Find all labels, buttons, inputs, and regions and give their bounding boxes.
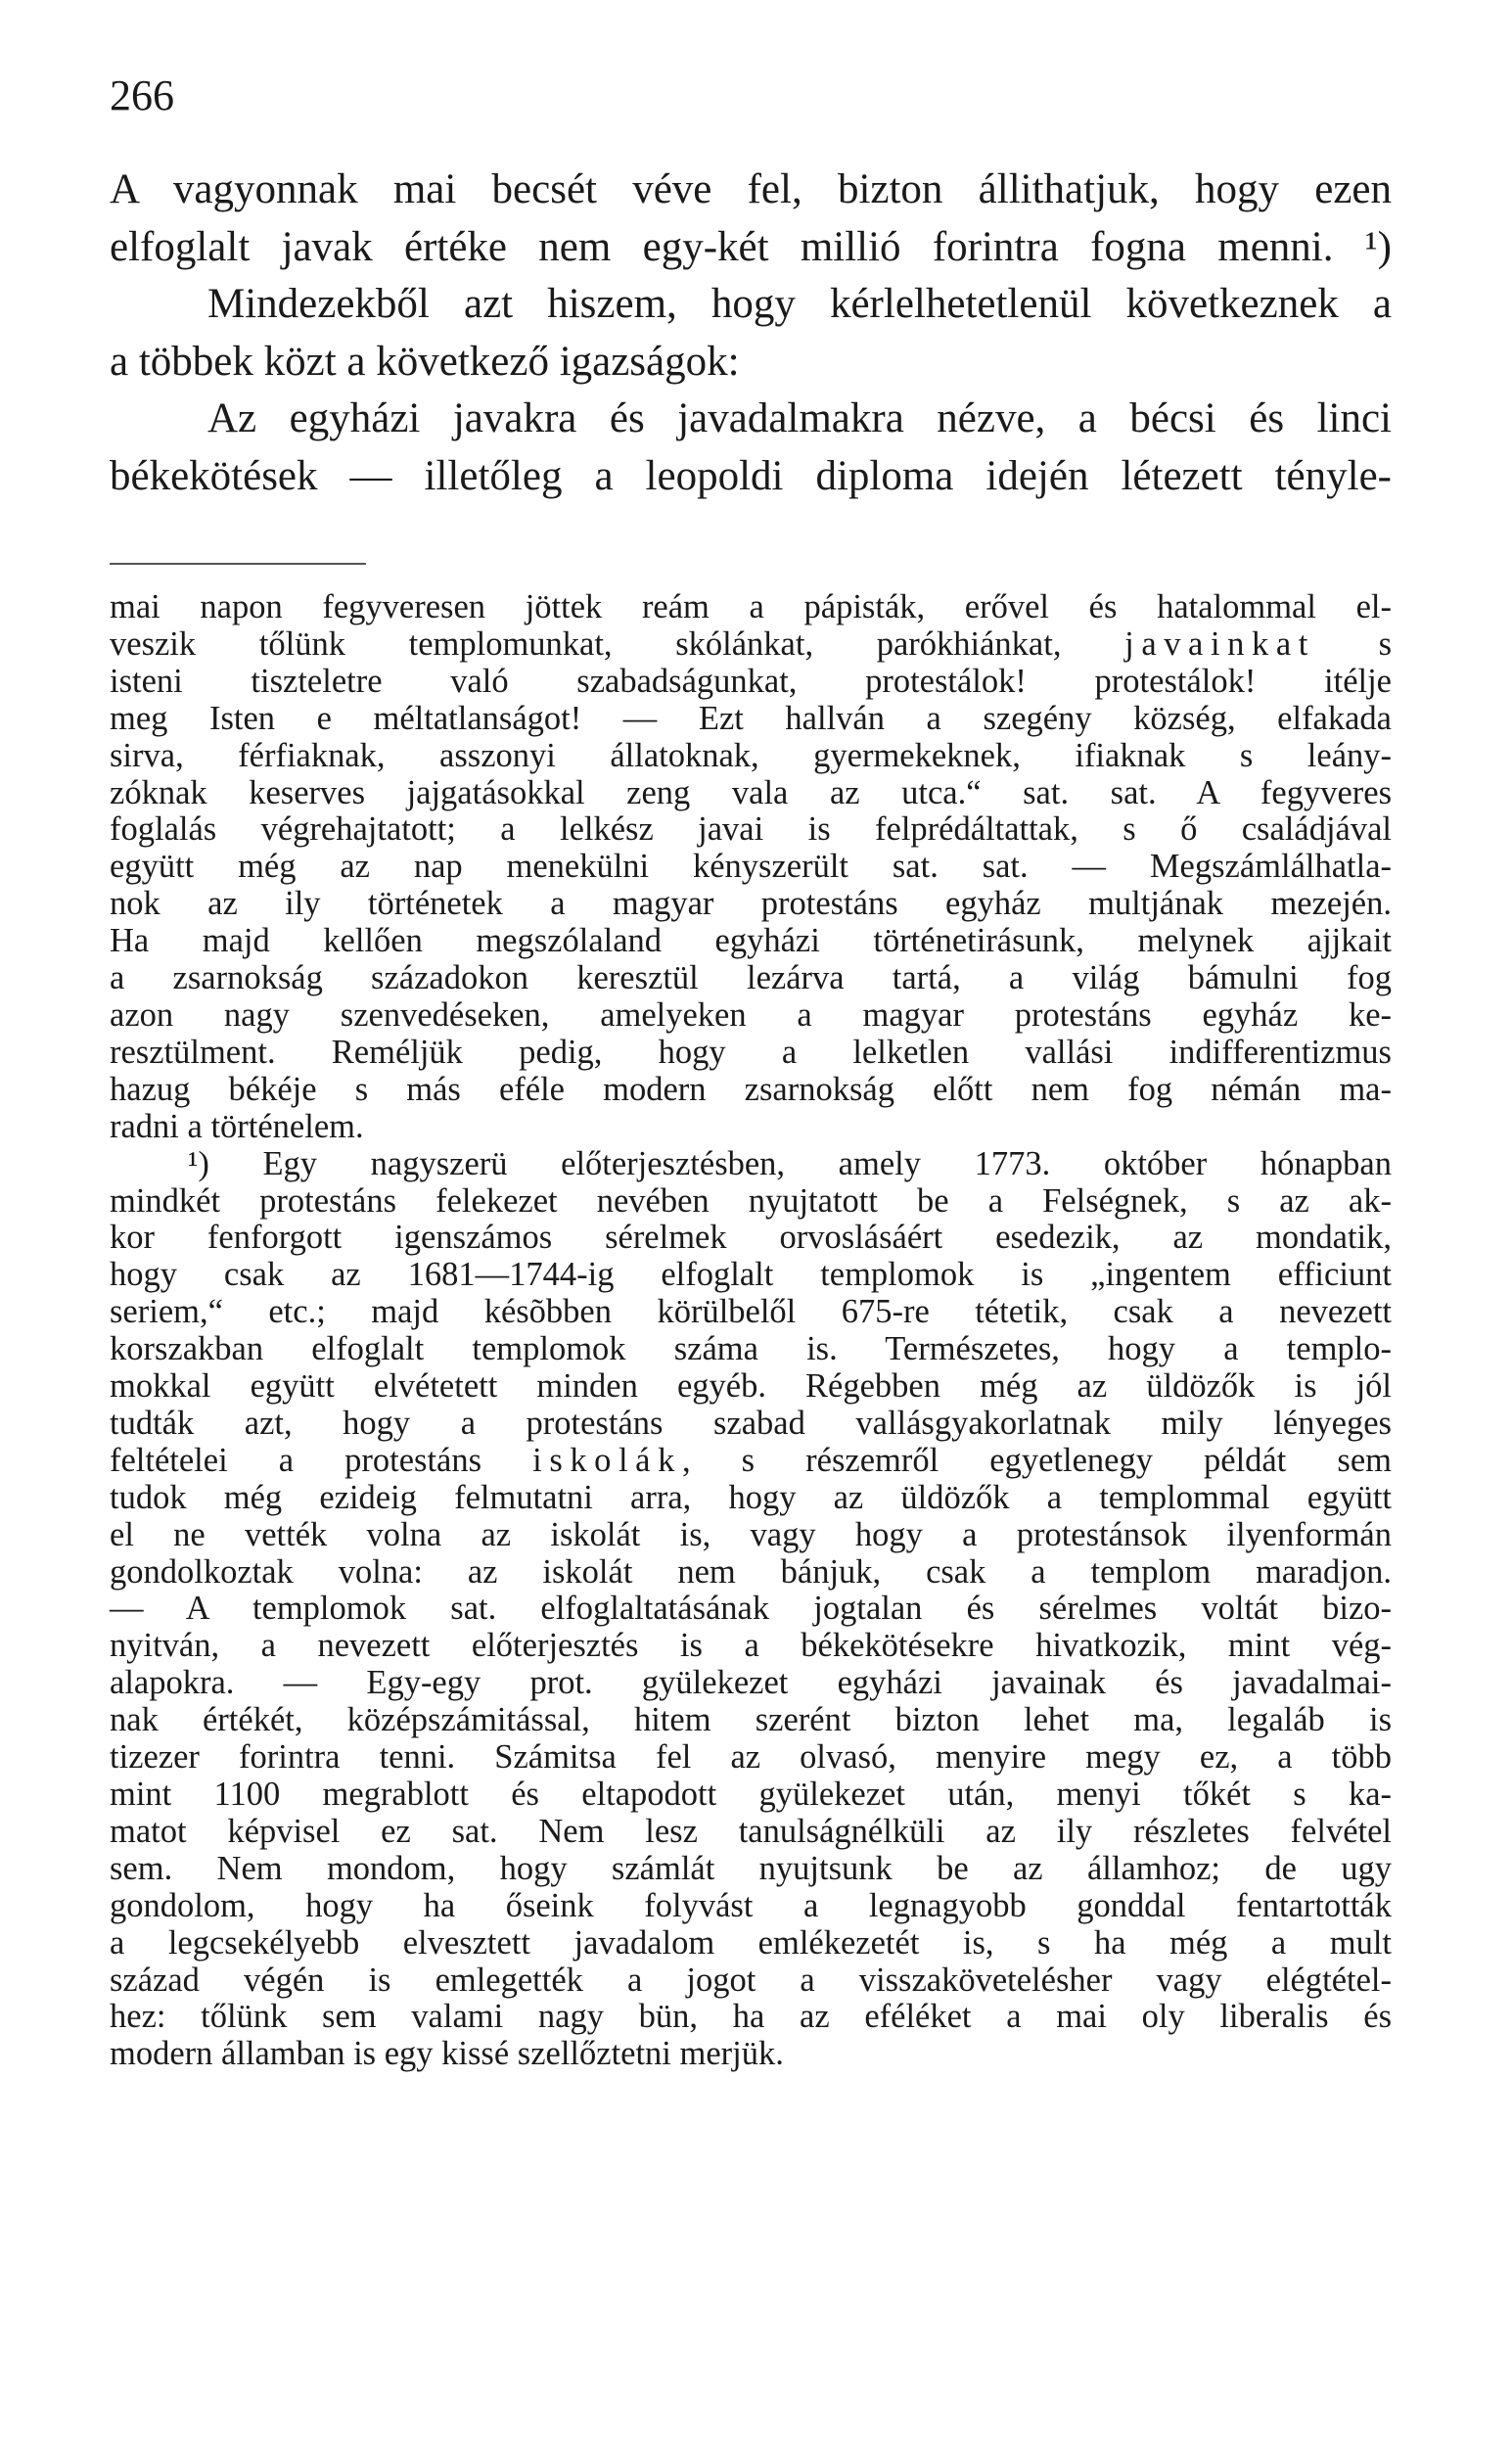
footnote-line: radni a történelem.	[110, 1107, 364, 1145]
text-line: elfoglalt javak értéke nem egy-két millió forintra fogna menni. ¹)	[110, 223, 1392, 270]
footnote-line: mindkét protestáns felekezet nevében nyujtatott be a Felségnek, s az ak-	[110, 1181, 1392, 1220]
footnote-line: Ha majd kellően megszólaland egyházi történetirásunk, melynek ajjkait	[110, 922, 1392, 960]
footnote-line: seriem,“ etc.; majd késõbben körülbelől 675-re tétetik, csak a nevezett	[110, 1293, 1392, 1331]
footnote-line: alapokra. — Egy-egy prot. gyülekezet egyházi javainak és javadalmai-	[110, 1664, 1392, 1702]
footnote-line: nak értékét, középszámitással, hitem szerént bizton lehet ma, legaláb is	[110, 1701, 1392, 1739]
footnote-line: együtt még az nap menekülni kényszerült sat. sat. — Megszámlálhatla-	[110, 848, 1392, 886]
footnote-line: isteni tiszteletre való szabadságunkat, protestálok! protestálok! itélje	[110, 662, 1392, 700]
footnote-line: nyitván, a nevezett előterjesztés is a békekötésekre hivatkozik, mint vég-	[110, 1627, 1392, 1665]
text-line: Mindezekből azt hiszem, hogy kérlelhetetlenül következnek a	[207, 281, 1392, 327]
footnote-line: hez: tőlünk sem valami nagy bün, ha az eféléket a mai oly liberalis és	[110, 1998, 1392, 2036]
footnote-line: korszakban elfoglalt templomok száma is. Természetes, hogy a templo-	[110, 1330, 1392, 1368]
text-line: A vagyonnak mai becsét véve fel, bizton állithatjuk, hogy ezen	[110, 166, 1392, 212]
footnote-line: azon nagy szenvedéseken, amelyeken a magyar protestáns egyház ke-	[110, 995, 1392, 1034]
emphasis-text: javainkat	[1124, 624, 1315, 663]
footnote-line: a legcsekélyebb elvesztett javadalom emlékezetét is, s ha még a mult	[110, 1923, 1392, 1962]
footnote-line: modern államban is egy kissé szellőztetni merjük.	[110, 2035, 784, 2073]
footnote-line: el ne vették volna az iskolát is, vagy hogy a protestánsok ilyenformán	[110, 1515, 1392, 1553]
footnote-line: feltételei a protestáns iskolák, s részemről egyetlenegy példát sem	[110, 1441, 1392, 1479]
footnote-line: — A templomok sat. elfoglaltatásának jogtalan és sérelmes voltát bizo-	[110, 1590, 1392, 1628]
footnote-line: hazug békéje s más eféle modern zsarnokság előtt nem fog némán ma-	[110, 1070, 1392, 1108]
footnote-line: század végén is emlegették a jogot a visszakövetelésher vagy elégtétel-	[110, 1961, 1392, 1999]
footnote-line: sem. Nem mondom, hogy számlát nyujtsunk be az államhoz; de ugy	[110, 1849, 1392, 1887]
footnote-line: gondolkoztak volna: az iskolát nem bánjuk, csak a templom maradjon.	[110, 1552, 1392, 1591]
footnote-line: tudták azt, hogy a protestáns szabad vallásgyakorlatnak mily lényeges	[110, 1404, 1392, 1442]
footnote-line: foglalás végrehajtatott; a lelkész javai is felprédáltattak, s ő családjával	[110, 810, 1392, 849]
footnote-line: tizezer forintra tenni. Számitsa fel az olvasó, menyire megy ez, a több	[110, 1738, 1392, 1777]
footnote-line: mai napon fegyveresen jöttek reám a pápisták, erővel és hatalommal el-	[110, 588, 1392, 625]
footnote-line: tudok még ezideig felmutatni arra, hogy az üldözők a templommal együtt	[110, 1478, 1392, 1516]
main-text	[110, 162, 1392, 505]
footnote-line: mokkal együtt elvétetett minden egyéb. Régebben még az üldözők is jól	[110, 1367, 1392, 1406]
text-line: Az egyházi javakra és javadalmakra nézve, a bécsi és linci	[207, 395, 1392, 441]
footnote-line: meg Isten e méltatlanságot! — Ezt hallván a szegény község, elfakada	[110, 699, 1392, 737]
footnote-line: resztülment. Reméljük pedig, hogy a lelketlen vallási indifferentizmus	[110, 1033, 1392, 1071]
page-number: 266	[110, 71, 174, 119]
footnote-line: nok az ily történetek a magyar protestáns egyház multjának mezején.	[110, 885, 1392, 923]
footnote-line: a zsarnokság századokon keresztül lezárva tartá, a világ bámulni fog	[110, 959, 1392, 997]
footnote-line: hogy csak az 1681—1744-ig elfoglalt templomok is „ingentem efficiunt	[110, 1256, 1392, 1294]
emphasis-text: iskolák	[532, 1441, 682, 1479]
text-line: a többek közt a következő igazságok:	[110, 338, 740, 385]
footnote-line: veszik tőlünk templomunkat, skólánkat, parókhiánkat, javainkat s	[110, 624, 1393, 663]
footnote-line: gondolom, hogy ha őseink folyvást a legnagyobb gonddal fentartották	[110, 1886, 1392, 1924]
footnote-line: mint 1100 megrablott és eltapodott gyülekezet után, menyi tőkét s ka-	[110, 1776, 1392, 1813]
footnotes	[110, 589, 1392, 2073]
footnote-line: ¹) Egy nagyszerü előterjesztésben, amely 1773. október hónapban	[188, 1144, 1392, 1182]
footnote-divider	[110, 563, 366, 565]
footnote-line: kor fenforgott igenszámos sérelmek orvoslásáért esedezik, az mondatik,	[110, 1219, 1392, 1257]
footnote-line: sirva, férfiaknak, asszonyi állatoknak, gyermekeknek, ifiaknak s leány-	[110, 736, 1392, 774]
text-line: békekötések — illetőleg a leopoldi diploma idején létezett tényle-	[110, 452, 1392, 499]
footnote-line: matot képvisel ez sat. Nem lesz tanulságnélküli az ily részletes felvétel	[110, 1812, 1392, 1850]
footnote-line: zóknak keserves jajgatásokkal zeng vala az utca.“ sat. sat. A fegyveres	[110, 773, 1392, 811]
